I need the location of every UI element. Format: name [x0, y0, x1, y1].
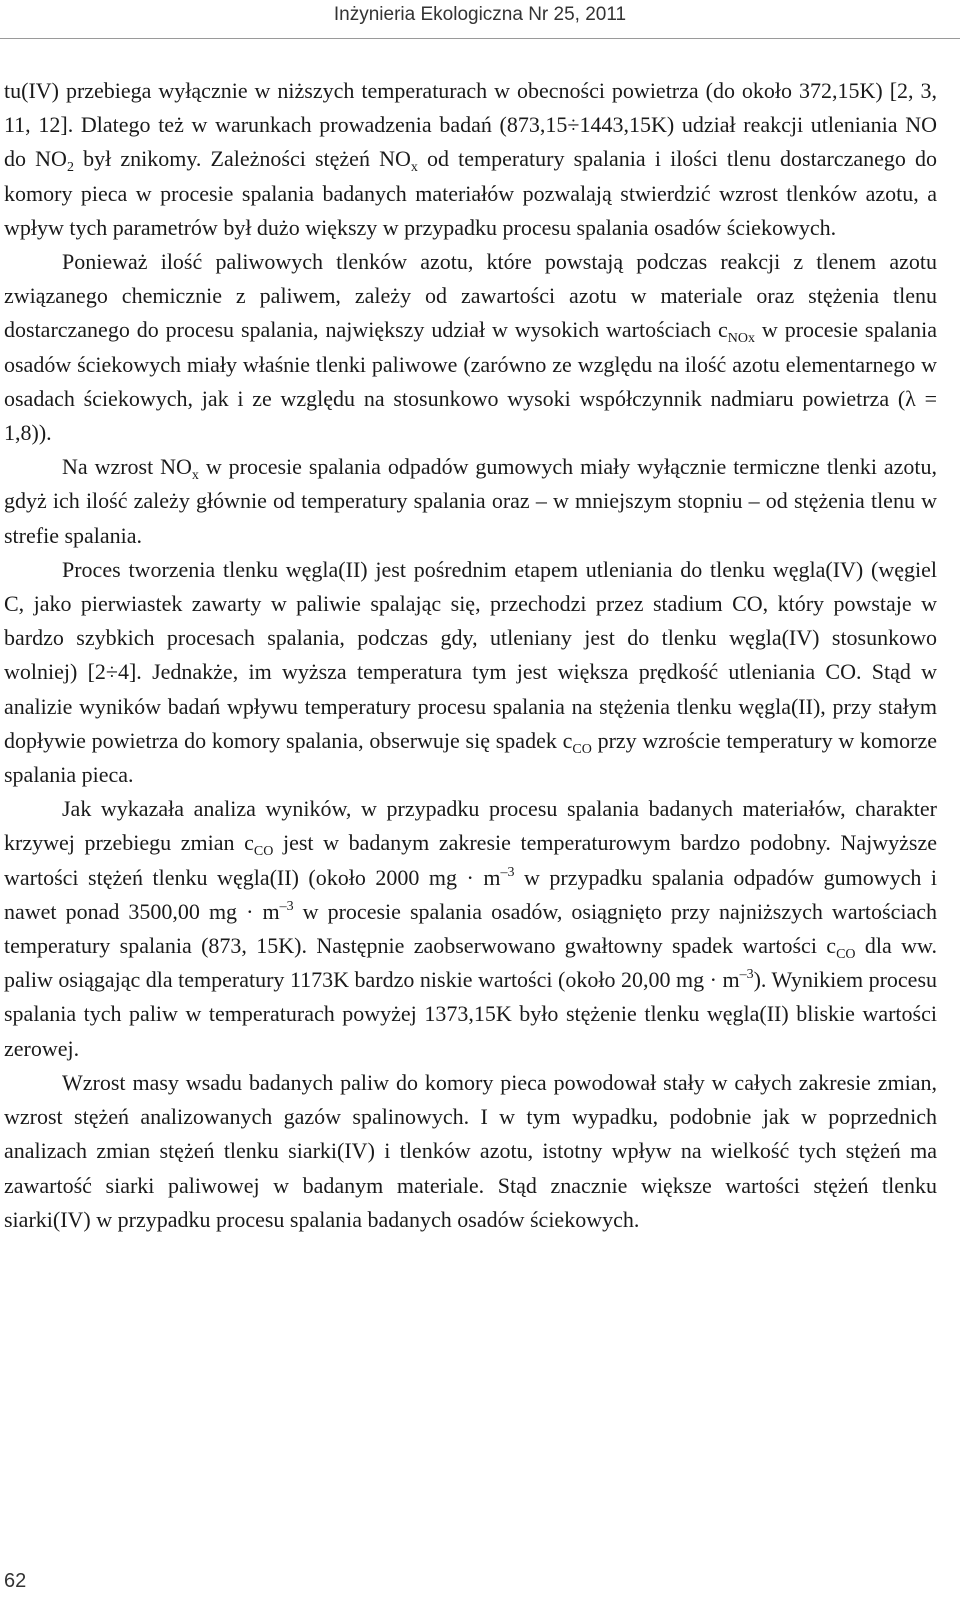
- page-number: 62: [4, 1570, 27, 1592]
- paragraph-1: tu(IV) przebiega wyłącznie w niższych temperaturach w obecności powietrza (do około 372,15K) [2, 3, 11, 12]. Dlatego też w warunkach prowadzenia badań (873,15÷1443,15K) udział reakcji utleniania NO do $NO_2$ był znikomy. Zależności stężeń $NO_x$ od temperatury spalania i ilości tlenu dostarczanego do komory pieca w procesie spalania badanych materiałów pozwalają stwierdzić wzrost tlenków azotu, a wpływ tych parametrów był dużo większy w przypadku procesu spalania osadów ściekowych.: [4, 78, 938, 240]
- paragraph-3: Na wzrost $NO_x$ w procesie spalania odpadów gumowych miały wyłącznie termiczne tlenki azotu, gdyż ich ilość zależy głównie od temperatury spalania oraz – w mniejszym stopniu – od stężenia tlenu w strefie spalania.: [4, 454, 937, 548]
- header-divider: [0, 38, 960, 39]
- paragraph-4: Proces tworzenia tlenku węgla(II) jest pośrednim etapem utleniania do tlenku węgla(IV) (węgiel C, jako pierwiastek zawarty w paliwie spalając się, przechodzi przez stadium CO, który powstaje w bardzo szybkich procesach spalania, podczas gdy, utleniany jest do tlenku węgla(IV) stosunkowo wolniej) [2÷4]. Jednakże, im wyższa temperatura tym jest większa prędkość utleniania CO. Stąd w analizie wyników badań wpływu temperatury procesu spalania na stężenia tlenku węgla(II), przy stałym dopływie powietrza do komory spalania, obserwuje się spadek $c_{CO}$ przy wzroście temperatury w komorze spalania pieca.: [4, 556, 937, 788]
- article-body: [4, 74, 937, 1237]
- journal-header: Inżynieria Ekologiczna Nr 25, 2011: [333, 4, 627, 25]
- paragraph-6: Wzrost masy wsadu badanych paliw do komory pieca powodował stały w całych zakresie zmian, wzrost stężeń analizowanych gazów spalinowych. I w tym wypadku, podobnie jak w poprzednich analizach zmian stężeń tlenku siarki(IV) i tlenków azotu, istotny wpływ na wielkość tych stężeń ma zawartość siarki paliwowej w badanym materiale. Stąd znacznie większe wartości stężeń tlenku siarki(IV) w przypadku procesu spalania badanych osadów ściekowych.: [4, 1069, 937, 1232]
- paragraph-5: Jak wykazała analiza wyników, w przypadku procesu spalania badanych materiałów, charakter krzywej przebiegu zmian $c_{CO}$ jest w badanym zakresie temperaturowym bardzo podobny. Najwyższe wartości stężeń tlenku węgla(II) (około 2000 mg · $m^{-3}$ w przypadku spalania odpadów gumowych i nawet ponad 3500,00 mg · $m^{-3}$ w procesie spalania osadów, osiągnięto przy najniższych wartościach temperatury spalania (873, 15K). Następnie zaobserwowano gwałtowny spadek wartości $c_{CO}$ dla ww. paliw osiągając dla temperatury 1173K bardzo niskie wartości (około 20,00 mg · $m^{-3}$). Wynikiem procesu spalania tych paliw w temperaturach powyżej 1373,15K było stężenie tlenku węgla(II) bliskie wartości zerowej.: [4, 796, 937, 1061]
- paragraph-2: Ponieważ ilość paliwowych tlenków azotu, które powstają podczas reakcji z tlenem azotu związanego chemicznie z paliwem, zależy od zawartości azotu w materiale oraz stężenia tlenu dostarczanego do procesu spalania, największy udział w wysokich wartościach $c_{NOx}$ w procesie spalania osadów ściekowych miały właśnie tlenki paliwowe (zarówno ze względu na ilość azotu elementarnego w osadach ściekowych, jak i ze względu na stosunkowo wysoki współczynnik nadmiaru powietrza (λ = 1,8)).: [4, 249, 937, 446]
